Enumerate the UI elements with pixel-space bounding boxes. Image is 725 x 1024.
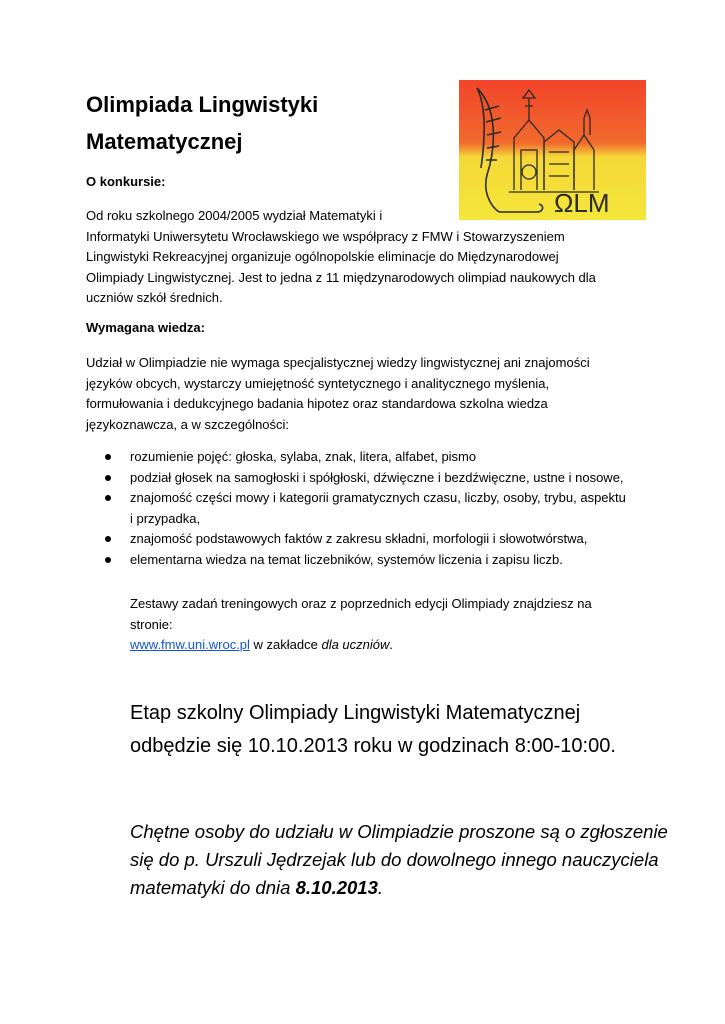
- bullet-icon: [105, 495, 111, 501]
- list-item: [86, 529, 646, 550]
- knowledge-heading: Wymagana wiedza:: [86, 320, 205, 335]
- knowledge-line: językoznawcza, a w szczególności:: [86, 416, 290, 432]
- about-line: Lingwistyki Rekreacyjnej organizuje ogólnopolskie eliminacje do Międzynarodowej: [86, 249, 559, 264]
- about-line: Informatyki Uniwersytetu Wrocławskiego we współpracy z FMW i Stowarzyszeniem: [86, 228, 565, 244]
- training-line: stronie:: [130, 616, 173, 632]
- olm-logo: [459, 80, 646, 220]
- list-item-text: znajomość części mowy i kategorii gramatycznych czasu, liczby, osoby, trybu, aspektu: [130, 490, 626, 505]
- knowledge-paragraph: [86, 353, 590, 435]
- signup-notice: [130, 818, 668, 902]
- signup-end: .: [377, 877, 384, 898]
- knowledge-list: [86, 447, 646, 570]
- signup-line: Chętne osoby do udziału w Olimpiadzie proszone są o zgłoszenie: [130, 821, 668, 842]
- page-title: [86, 86, 426, 160]
- about-line: uczniów szkół średnich.: [86, 290, 223, 305]
- title-line-1: Olimpiada Lingwistyki: [86, 92, 319, 117]
- list-item: [86, 550, 646, 571]
- list-item-text: rozumienie pojęć: głoska, sylaba, znak, litera, alfabet, pismo: [130, 449, 477, 464]
- bullet-icon: [105, 454, 111, 460]
- list-item-text: i przypadka,: [130, 510, 201, 526]
- signup-line: się do p. Urszuli Jędrzejak lub do dowolnego innego nauczyciela: [130, 849, 659, 870]
- training-end: .: [389, 637, 394, 652]
- olm-logo-graphic: [459, 80, 646, 220]
- fmw-website-link[interactable]: www.fmw.uni.wroc.pl: [130, 637, 250, 652]
- signup-deadline-date: 8.10.2013: [295, 877, 378, 898]
- announcement-line: Etap szkolny Olimpiady Lingwistyki Matematycznej: [130, 702, 581, 724]
- about-line: Od roku szkolnego 2004/2005 wydział Matematyki i: [86, 208, 383, 223]
- list-item-text: znajomość podstawowych faktów z zakresu składni, morfologii i słowotwórstwa,: [130, 531, 588, 546]
- logo-text: ΩLM: [554, 188, 610, 218]
- training-paragraph: [130, 594, 592, 656]
- school-stage-announcement: [130, 697, 616, 763]
- training-line: Zestawy zadań treningowych oraz z poprzednich edycji Olimpiady znajdziesz na: [130, 596, 592, 611]
- bullet-icon: [105, 475, 111, 481]
- list-item: [86, 468, 646, 489]
- list-item-text: podział głosek na samogłoski i spółgłoski, dźwięczne i bezdźwięczne, ustne i nosowe,: [130, 469, 624, 485]
- knowledge-line: języków obcych, wystarczy umiejętność syntetycznego i analitycznego myślenia,: [86, 375, 550, 391]
- signup-line: [130, 874, 668, 902]
- about-heading: O konkursie:: [86, 174, 166, 189]
- bullet-icon: [105, 557, 111, 563]
- knowledge-line: formułowania i dedukcyjnego badania hipotez oraz standardowa szkolna wiedza: [86, 396, 548, 411]
- training-link-line: [130, 635, 592, 656]
- title-line-2: Matematycznej: [86, 129, 243, 154]
- list-item: [86, 488, 646, 529]
- announcement-line: odbędzie się 10.10.2013 roku w godzinach 8:00-10:00.: [130, 735, 616, 757]
- training-tab-name: dla uczniów: [321, 637, 390, 652]
- about-line: Olimpiady Lingwistycznej. Jest to jedna z 11 międzynarodowych olimpiad naukowych dla: [86, 269, 596, 285]
- signup-prefix: matematyki do dnia: [130, 877, 296, 898]
- knowledge-line: Udział w Olimpiadzie nie wymaga specjalistycznej wiedzy lingwistycznej ani znajomości: [86, 355, 590, 370]
- training-after-link: w zakładce: [249, 637, 322, 652]
- list-item-text: elementarna wiedza na temat liczebników, systemów liczenia i zapisu liczb.: [130, 551, 563, 567]
- about-paragraph: [86, 206, 596, 309]
- bullet-icon: [105, 536, 111, 542]
- list-item: [86, 447, 646, 468]
